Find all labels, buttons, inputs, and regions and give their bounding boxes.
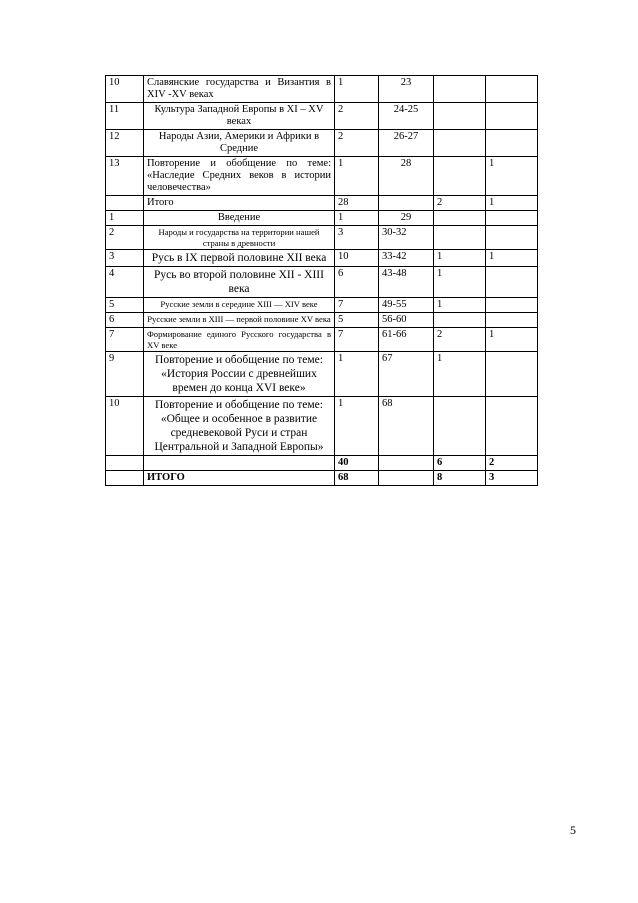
column-5-cell — [434, 471, 486, 486]
lesson-number: 4 — [109, 268, 115, 279]
column-6-cell — [486, 298, 538, 313]
column-5-value: 2 — [437, 197, 443, 208]
pages-cell — [379, 267, 434, 298]
hours-cell — [335, 328, 379, 352]
hours-value: 10 — [338, 251, 349, 262]
column-6-cell — [486, 103, 538, 130]
page-number: 5 — [570, 823, 576, 837]
lesson-title: Введение — [217, 212, 261, 223]
column-5-cell — [434, 157, 486, 196]
lesson-title: Культура Западной Европы в XI – XV веках — [154, 104, 324, 127]
column-5-cell — [434, 397, 486, 456]
lesson-title: Повторение и обобщение по теме: «История России с древнейших времен до конца XVI веке» — [155, 354, 323, 394]
table-row — [106, 352, 538, 397]
hours-cell — [335, 267, 379, 298]
column-6-cell — [486, 267, 538, 298]
column-5-value: 1 — [437, 353, 443, 364]
column-5-cell — [434, 226, 486, 250]
column-5-cell — [434, 76, 486, 103]
lesson-number-cell — [106, 76, 144, 103]
table-body — [106, 76, 538, 486]
lesson-title-cell — [144, 397, 335, 456]
lesson-number-cell — [106, 352, 144, 397]
hours-value: 2 — [338, 131, 344, 142]
pages-cell — [379, 298, 434, 313]
pages-value: 28 — [400, 158, 412, 169]
lesson-number-cell — [106, 103, 144, 130]
table-row — [106, 130, 538, 157]
column-5-value: 8 — [437, 472, 443, 483]
lesson-title-cell — [144, 196, 335, 211]
pages-value: 56-60 — [382, 314, 407, 325]
lesson-number-cell — [106, 196, 144, 211]
lesson-number: 1 — [109, 212, 115, 223]
hours-value: 1 — [338, 398, 344, 409]
hours-value: 5 — [338, 314, 344, 325]
pages-value: 67 — [382, 353, 393, 364]
pages-cell — [379, 250, 434, 267]
column-6-cell — [486, 471, 538, 486]
lesson-title: Повторение и обобщение по теме: «Наследие Средних веков в истории человечества» — [147, 158, 331, 193]
lesson-number: 6 — [109, 314, 115, 325]
pages-cell — [379, 76, 434, 103]
column-5-cell — [434, 103, 486, 130]
table-row — [106, 196, 538, 211]
lesson-number-cell — [106, 298, 144, 313]
column-6-value: 1 — [489, 197, 495, 208]
lesson-number: 3 — [109, 251, 115, 262]
column-5-value: 1 — [437, 268, 443, 279]
lesson-title-cell — [144, 250, 335, 267]
hours-cell — [335, 352, 379, 397]
hours-cell — [335, 313, 379, 328]
table-row — [106, 456, 538, 471]
hours-value: 7 — [338, 329, 344, 340]
pages-value: 30-32 — [382, 227, 407, 238]
column-6-cell — [486, 352, 538, 397]
lesson-title-cell — [144, 130, 335, 157]
hours-value: 6 — [338, 268, 344, 279]
pages-cell — [379, 157, 434, 196]
hours-value: 3 — [338, 227, 344, 238]
lesson-number-cell — [106, 250, 144, 267]
column-6-cell — [486, 397, 538, 456]
lesson-title-cell — [144, 328, 335, 352]
lesson-number-cell — [106, 267, 144, 298]
lesson-number-cell — [106, 328, 144, 352]
hours-value: 1 — [338, 212, 344, 223]
pages-cell — [379, 130, 434, 157]
hours-cell — [335, 298, 379, 313]
column-5-cell — [434, 456, 486, 471]
lesson-number-cell — [106, 456, 144, 471]
column-5-value: 1 — [437, 299, 443, 310]
lesson-title: Русь во второй половине XII - XIII века — [154, 269, 324, 295]
lesson-number: 9 — [109, 353, 115, 364]
hours-cell — [335, 103, 379, 130]
hours-value: 68 — [338, 472, 349, 483]
lesson-number-cell — [106, 211, 144, 226]
lesson-title-cell — [144, 267, 335, 298]
table-row — [106, 250, 538, 267]
lesson-title-cell — [144, 471, 335, 486]
curriculum-table — [105, 75, 538, 486]
pages-cell — [379, 471, 434, 486]
lesson-title: Народы Азии, Америки и Африки в Средние — [158, 131, 320, 154]
lesson-title-cell — [144, 103, 335, 130]
column-6-cell — [486, 76, 538, 103]
column-6-value: 3 — [489, 472, 495, 483]
lesson-number: 10 — [109, 77, 120, 88]
lesson-title: ИТОГО — [147, 472, 185, 483]
pages-cell — [379, 456, 434, 471]
lesson-title: Повторение и обобщение по теме: «Общее и особенное в развитие средневековой Руси и стран Центральной и Западной Европы» — [154, 399, 324, 453]
lesson-number-cell — [106, 226, 144, 250]
table-row — [106, 328, 538, 352]
column-6-value: 1 — [489, 158, 495, 169]
pages-value: 33-42 — [382, 251, 407, 262]
lesson-title-cell — [144, 157, 335, 196]
hours-cell — [335, 211, 379, 226]
hours-cell — [335, 250, 379, 267]
lesson-number: 2 — [109, 227, 115, 238]
hours-value: 40 — [338, 457, 349, 468]
lesson-number: 10 — [109, 398, 120, 409]
hours-value: 2 — [338, 104, 344, 115]
column-5-cell — [434, 267, 486, 298]
lesson-title: Русь в IX первой половине XII века — [151, 252, 327, 264]
pages-value: 68 — [382, 398, 393, 409]
column-6-cell — [486, 211, 538, 226]
column-6-value: 1 — [489, 251, 495, 262]
column-5-cell — [434, 250, 486, 267]
pages-value: 24-25 — [393, 104, 419, 115]
column-5-cell — [434, 130, 486, 157]
lesson-number: 11 — [109, 104, 120, 115]
table-row — [106, 211, 538, 226]
lesson-title: Русские земли в XIII — первой половине XV века — [147, 314, 331, 324]
lesson-title-cell — [144, 456, 335, 471]
table-row — [106, 76, 538, 103]
pages-cell — [379, 103, 434, 130]
table-row — [106, 397, 538, 456]
hours-value: 1 — [338, 353, 344, 364]
column-6-cell — [486, 157, 538, 196]
pages-cell — [379, 328, 434, 352]
column-5-cell — [434, 298, 486, 313]
pages-cell — [379, 397, 434, 456]
column-6-value: 2 — [489, 457, 495, 468]
pages-value: 43-48 — [382, 268, 407, 279]
column-5-value: 1 — [437, 251, 443, 262]
table-row — [106, 157, 538, 196]
column-5-cell — [434, 313, 486, 328]
column-5-cell — [434, 196, 486, 211]
column-6-cell — [486, 328, 538, 352]
table-row — [106, 298, 538, 313]
hours-value: 28 — [338, 197, 349, 208]
pages-value: 61-66 — [382, 329, 407, 340]
table-row — [106, 226, 538, 250]
lesson-title-cell — [144, 313, 335, 328]
lesson-title: Народы и государства на территории нашей страны в древности — [158, 227, 320, 248]
column-6-cell — [486, 226, 538, 250]
table-row — [106, 103, 538, 130]
table-row — [106, 313, 538, 328]
column-6-cell — [486, 456, 538, 471]
hours-cell — [335, 76, 379, 103]
hours-cell — [335, 130, 379, 157]
column-5-cell — [434, 352, 486, 397]
table-row — [106, 267, 538, 298]
pages-cell — [379, 211, 434, 226]
pages-value: 23 — [400, 77, 412, 88]
hours-value: 7 — [338, 299, 344, 310]
column-6-cell — [486, 196, 538, 211]
lesson-title-cell — [144, 226, 335, 250]
column-6-cell — [486, 130, 538, 157]
hours-cell — [335, 196, 379, 211]
column-6-cell — [486, 250, 538, 267]
hours-value: 1 — [338, 77, 344, 88]
lesson-title-cell — [144, 211, 335, 226]
pages-cell — [379, 196, 434, 211]
column-5-value: 2 — [437, 329, 443, 340]
hours-cell — [335, 226, 379, 250]
column-6-value: 1 — [489, 329, 495, 340]
lesson-title-cell — [144, 76, 335, 103]
lesson-title-cell — [144, 352, 335, 397]
lesson-number: 5 — [109, 299, 115, 310]
lesson-number-cell — [106, 157, 144, 196]
table-row — [106, 471, 538, 486]
pages-value: 49-55 — [382, 299, 407, 310]
column-5-value: 6 — [437, 457, 443, 468]
lesson-number: 12 — [109, 131, 120, 142]
lesson-title-cell — [144, 298, 335, 313]
hours-cell — [335, 471, 379, 486]
lesson-number: 13 — [109, 158, 120, 169]
lesson-title: Русские земли в середине XIII — XIV веке — [160, 299, 318, 309]
column-5-cell — [434, 328, 486, 352]
hours-cell — [335, 397, 379, 456]
pages-cell — [379, 226, 434, 250]
lesson-title: Славянские государства и Византия в XIV -XV веках — [147, 77, 331, 100]
lesson-title: Формирование единого Русского государства в XV веке — [147, 329, 331, 350]
pages-value: 29 — [400, 212, 412, 223]
lesson-number-cell — [106, 130, 144, 157]
lesson-number-cell — [106, 313, 144, 328]
pages-cell — [379, 313, 434, 328]
lesson-number: 7 — [109, 329, 115, 340]
hours-value: 1 — [338, 158, 344, 169]
pages-value: 26-27 — [393, 131, 419, 142]
lesson-number-cell — [106, 397, 144, 456]
column-6-cell — [486, 313, 538, 328]
hours-cell — [335, 157, 379, 196]
pages-cell — [379, 352, 434, 397]
lesson-number-cell — [106, 471, 144, 486]
lesson-title: Итого — [147, 197, 174, 208]
hours-cell — [335, 456, 379, 471]
column-5-cell — [434, 211, 486, 226]
